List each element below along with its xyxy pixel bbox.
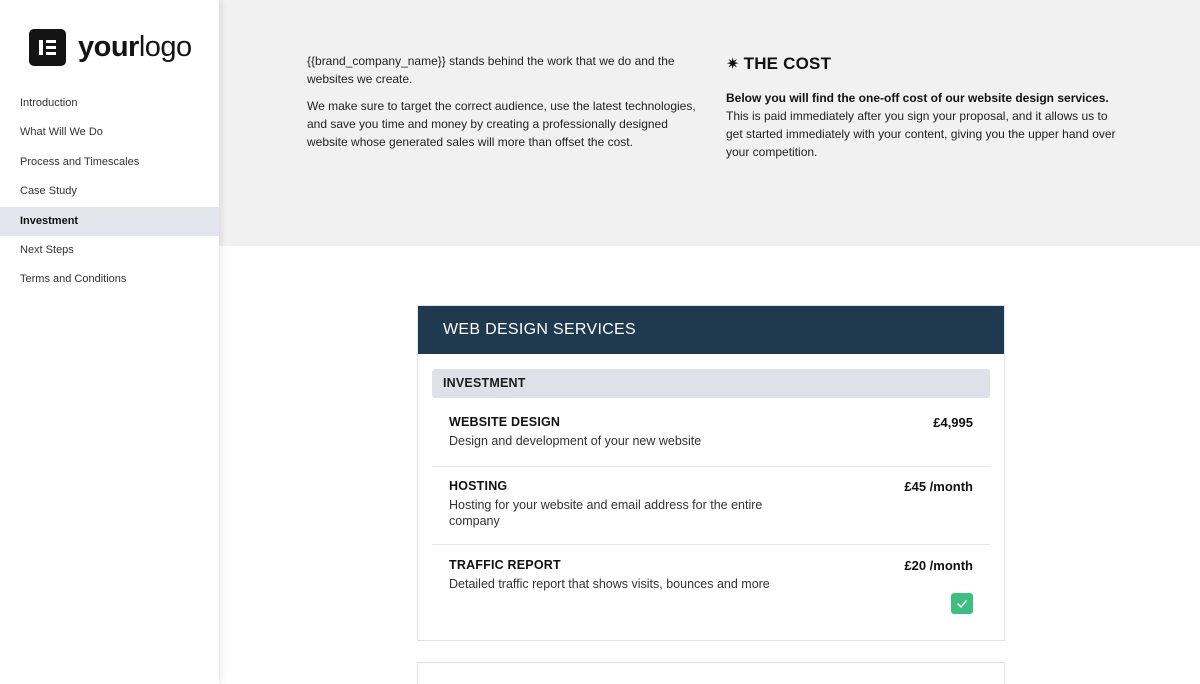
pricing-row	[432, 479, 990, 529]
item-description: Design and development of your new website	[449, 434, 702, 448]
sidebar-nav	[0, 89, 219, 295]
cost-description	[726, 89, 1118, 161]
intro-text	[307, 52, 699, 160]
cost-body: This is paid immediately after you sign your proposal, and it allows us to get started immediately with your content, giving you the upper hand over your competition.	[726, 109, 1116, 159]
sidebar-item-next-steps[interactable]: Next Steps	[20, 243, 74, 256]
item-description: Detailed traffic report that shows visits, bounces and more	[449, 577, 770, 591]
next-pricing-table	[417, 662, 1005, 684]
sidebar-item-terms-and-conditions[interactable]: Terms and Conditions	[20, 273, 127, 286]
accept-checkbox[interactable]	[951, 593, 973, 614]
item-price: £4,995	[933, 415, 973, 430]
cost-heading	[726, 54, 1118, 74]
item-name: WEBSITE DESIGN	[449, 415, 561, 429]
logo-icon	[29, 29, 66, 66]
sidebar-item-case-study[interactable]: Case Study	[20, 185, 77, 198]
cost-title-text: THE COST	[743, 54, 832, 73]
sidebar-item-process-and-timescales[interactable]: Process and Timescales	[20, 155, 140, 168]
item-price: £20 /month	[904, 558, 973, 573]
pricing-row	[432, 558, 990, 592]
item-name: HOSTING	[449, 479, 508, 493]
cost-section	[726, 54, 1118, 161]
item-price: £45 /month	[904, 479, 973, 494]
pricing-table-header: WEB DESIGN SERVICES	[418, 306, 1004, 354]
item-name: TRAFFIC REPORT	[449, 558, 561, 572]
logo-text: yourlogo	[78, 30, 192, 63]
row-divider	[432, 466, 990, 467]
brand-logo[interactable]	[29, 28, 192, 66]
pricing-section-title: INVESTMENT	[432, 369, 990, 398]
intro-paragraph-1: {{brand_company_name}} stands behind the work that we do and the websites we create.	[307, 54, 675, 86]
intro-paragraph-2: We make sure to target the correct audience, use the latest technologies, and save you time and money by creating a professionally designed website whose generated sales will more than offset the cost.	[307, 99, 696, 149]
sidebar-item-what-will-we-do[interactable]: What Will We Do	[20, 126, 103, 139]
row-divider	[432, 544, 990, 545]
pricing-table	[417, 305, 1005, 641]
sidebar	[0, 0, 219, 684]
sidebar-item-investment[interactable]: Investment	[0, 207, 219, 236]
item-description: Hosting for your website and email address for the entire company	[449, 498, 763, 528]
pricing-row	[432, 415, 990, 449]
cost-lead: Below you will find the one-off cost of our website design services.	[726, 91, 1109, 105]
asterisk-icon: ✷	[726, 56, 740, 73]
sidebar-item-introduction[interactable]: Introduction	[20, 97, 78, 109]
check-icon	[957, 600, 967, 608]
